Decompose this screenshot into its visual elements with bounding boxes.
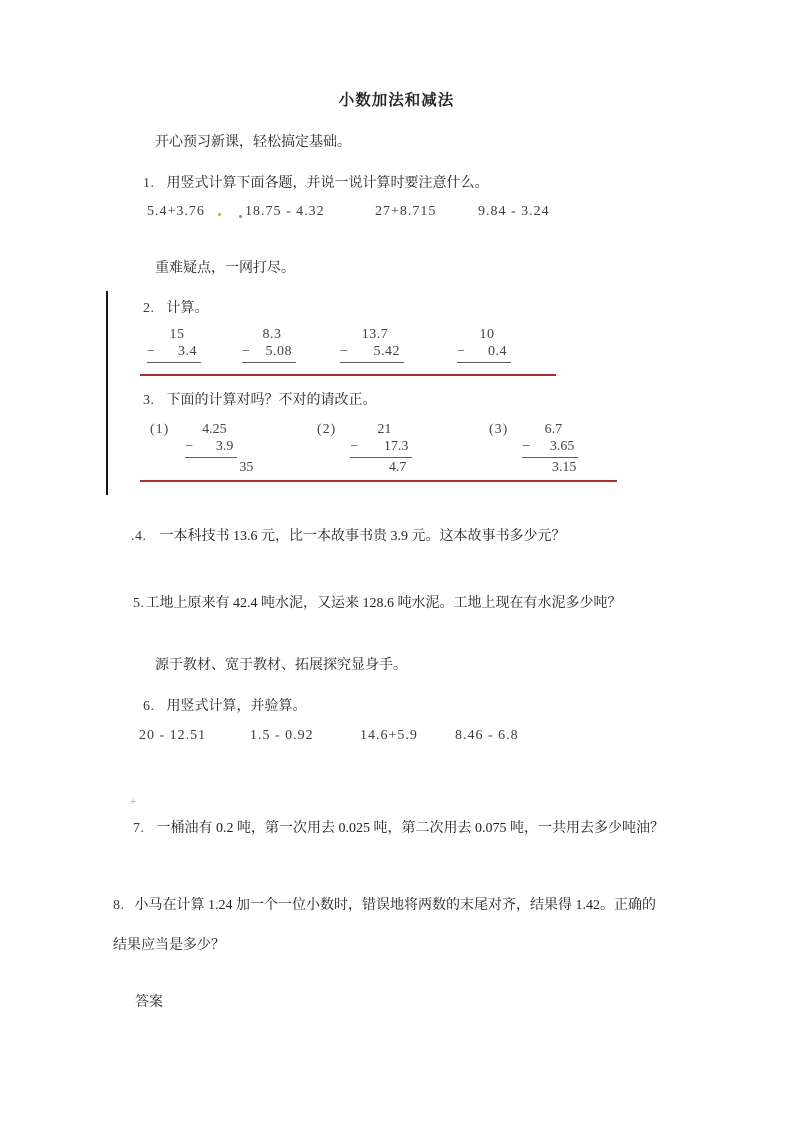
source-heading: 源于教材、宽于教材、拓展探究显身手。 [155, 658, 407, 673]
question-7-number: 7. [133, 821, 145, 836]
minuend: 13.7 [361, 327, 389, 342]
intro-line: 开心预习新课，轻松搞定基础。 [155, 135, 351, 150]
red-divider [140, 480, 617, 482]
question-5-text: 工地上原来有 42.4 吨水泥，又运来 128.6 吨水泥。工地上现在有水泥多少吨？ [145, 596, 622, 611]
minus-icon: − [350, 439, 359, 454]
question-8 [113, 894, 656, 914]
subtrahend: 0.4 [488, 344, 507, 359]
check-problem-3 [489, 421, 578, 476]
question-5 [133, 592, 622, 612]
minus-icon: − [457, 344, 466, 359]
subtrahend: 3.9 [215, 439, 234, 454]
check-problem-2 [317, 421, 412, 476]
minuend: 8.3 [262, 327, 282, 342]
expression: 14.6+5.9 [360, 728, 418, 743]
question-8-number: 8. [113, 898, 125, 913]
vertical-calc [242, 326, 296, 363]
minuend: 10 [479, 327, 495, 342]
minuend: 15 [169, 327, 185, 342]
question-5-number: 5. [133, 596, 145, 611]
question-1 [143, 172, 489, 192]
question-4-number: .4. [131, 529, 147, 544]
stray-mark [239, 215, 242, 218]
result: 3.15 [551, 460, 577, 475]
question-6-text: 用竖式计算，并验算。 [166, 699, 307, 714]
expression: 8.46 - 6.8 [455, 728, 519, 743]
problem-label: (1) [150, 422, 170, 437]
question-7 [133, 817, 664, 837]
question-2-text: 计算。 [166, 301, 209, 316]
question-6 [143, 695, 307, 715]
question-1-text: 用竖式计算下面各题，并说一说计算时要注意什么。 [166, 176, 489, 191]
check-problem-1 [150, 421, 254, 476]
question-8-text-line2: 结果应当是多少？ [113, 938, 225, 953]
question-7-text: 一桶油有 0.2 吨，第一次用去 0.025 吨，第二次用去 0.075 吨，一共用去多少吨油？ [156, 821, 664, 836]
question-8-text-line1: 小马在计算 1.24 加一个一位小数时，错误地将两数的末尾对齐，结果得 1.42。正确的 [134, 898, 656, 913]
stray-mark [218, 213, 221, 216]
expression: 18.75 - 4.32 [245, 204, 325, 219]
minus-icon: − [185, 439, 194, 454]
question-1-number: 1. [143, 176, 155, 191]
minus-icon: − [522, 439, 531, 454]
question-2-number: 2. [143, 301, 155, 316]
problem-label: (3) [489, 422, 509, 437]
vertical-calc [340, 326, 404, 363]
question-3-number: 3. [143, 393, 155, 408]
expression: 20 - 12.51 [139, 728, 207, 743]
minus-icon: − [242, 344, 251, 359]
subtrahend: 3.65 [549, 439, 575, 454]
expression: 5.4+3.76 [147, 204, 205, 219]
minuend: 6.7 [544, 422, 563, 437]
minuend: 21 [377, 422, 392, 437]
question-3 [143, 389, 377, 409]
question-6-number: 6. [143, 699, 155, 714]
question-4 [131, 525, 566, 545]
subtrahend: 3.4 [178, 344, 197, 359]
red-divider [140, 374, 556, 376]
problem-label: (2) [317, 422, 337, 437]
subtrahend: 17.3 [383, 439, 409, 454]
subtrahend: 5.42 [373, 344, 400, 359]
subtrahend: 5.08 [265, 344, 292, 359]
result: 35 [239, 460, 254, 475]
vertical-calc [457, 326, 511, 363]
minuend: 4.25 [202, 422, 227, 437]
page-title: 小数加法和减法 [338, 92, 455, 109]
question-2 [143, 297, 209, 317]
question-4-text: 一本科技书 13.6 元，比一本故事书贵 3.9 元。这本故事书多少元？ [159, 529, 566, 544]
minus-icon: − [147, 344, 156, 359]
expression: 27+8.715 [375, 204, 437, 219]
result: 4.7 [388, 460, 407, 475]
minus-icon: − [340, 344, 349, 359]
answer-heading: 答案 [135, 995, 163, 1010]
midline-heading: 重难疑点，一网打尽。 [155, 261, 295, 276]
stray-plus-mark: + [130, 796, 137, 808]
expression: 9.84 - 3.24 [478, 204, 550, 219]
vertical-calc [147, 326, 201, 363]
expression: 1.5 - 0.92 [250, 728, 314, 743]
question-3-text: 下面的计算对吗？不对的请改正。 [166, 393, 377, 408]
left-margin-bar [106, 291, 108, 495]
